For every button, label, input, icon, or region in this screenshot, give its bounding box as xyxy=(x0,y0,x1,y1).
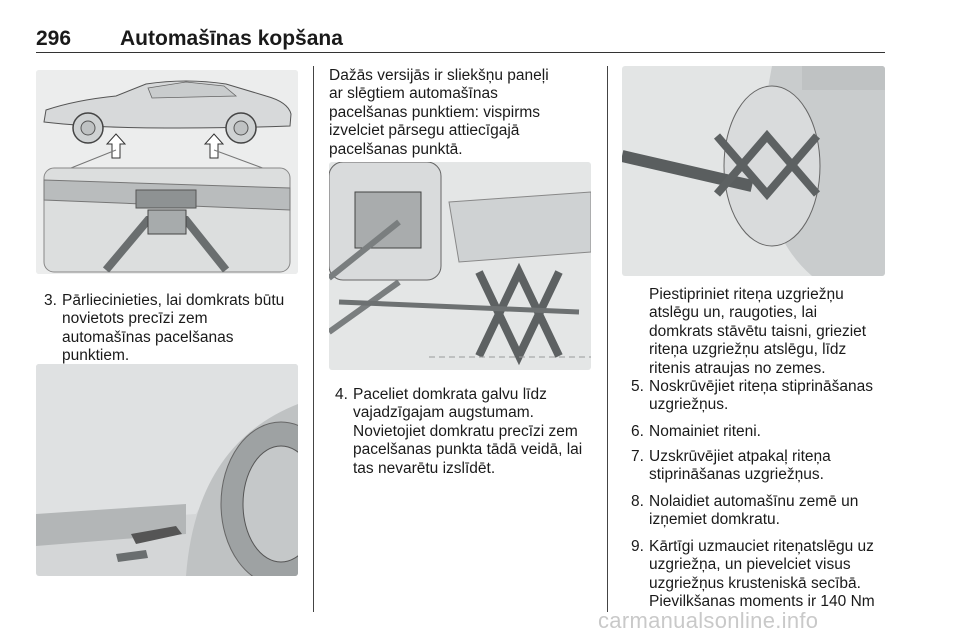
step-text xyxy=(649,538,875,612)
text-line: tas nevarētu izslīdēt. xyxy=(353,459,496,477)
text-line: Nolaidiet automašīnu zemē un xyxy=(649,493,859,510)
text-line: Uzskrūvējiet atpakaļ riteņa xyxy=(649,448,831,465)
step-text xyxy=(649,378,873,415)
step-9 xyxy=(631,538,891,614)
step-number: 6. xyxy=(631,423,644,440)
step-number: 4. xyxy=(335,386,348,403)
step-text xyxy=(353,386,582,478)
text-line: ar slēgtiem automašīnas xyxy=(329,85,498,103)
text-line: Piestipriniet riteņa uzgriežņu xyxy=(649,286,844,303)
sill-panel-note xyxy=(329,67,599,159)
step-6 xyxy=(631,423,891,443)
text-line: pacelšanas punktiem: vispirms xyxy=(329,103,541,121)
text-line: Nomainiet riteni. xyxy=(649,423,761,440)
column-divider-1 xyxy=(313,66,314,612)
text-line: Pievilkšanas moments ir 140 Nm xyxy=(649,593,875,611)
step-3 xyxy=(44,292,306,372)
step-7 xyxy=(631,448,891,488)
text-line: stiprināšanas uzgriežņus. xyxy=(649,466,824,484)
watermark: carmanualsonline.info xyxy=(598,608,819,633)
step-4 xyxy=(335,386,597,486)
header-rule xyxy=(36,52,885,53)
chapter-title: Automašīnas kopšana xyxy=(120,27,343,50)
text-line: uzgriežņus. xyxy=(649,396,729,414)
step-number: 7. xyxy=(631,448,644,465)
text-line: vajadzīgajam augstumam. xyxy=(353,404,534,422)
text-line: Kārtīgi uzmauciet riteņatslēgu uz xyxy=(649,538,874,555)
text-line: izvelciet pārsegu attiecīgajā xyxy=(329,122,520,140)
figure-jack-positioning xyxy=(329,162,591,370)
step-text xyxy=(649,493,858,530)
wrench-instruction xyxy=(649,286,889,378)
text-line: Pārliecinieties, lai domkrats būtu xyxy=(62,292,285,309)
step-text xyxy=(649,448,831,485)
text-line: domkrats stāvētu taisni, grieziet xyxy=(649,322,867,340)
text-line: automašīnas pacelšanas xyxy=(62,328,234,346)
text-line: pacelšanas punkta tādā veidā, lai xyxy=(353,441,583,459)
column-divider-2 xyxy=(607,66,608,612)
figure-car-lift-points xyxy=(36,70,298,274)
text-line: izņemiet domkratu. xyxy=(649,511,780,529)
figure-sill-panel-area xyxy=(36,364,298,576)
figure-jack-wrench xyxy=(622,66,885,276)
text-line: ritenis atraujas no zemes. xyxy=(649,359,826,377)
text-line: Novietojiet domkratu precīzi zem xyxy=(353,422,578,440)
text-line: Paceliet domkrata galvu līdz xyxy=(353,386,547,403)
step-number: 5. xyxy=(631,378,644,395)
step-text xyxy=(62,292,284,366)
page-header xyxy=(36,24,885,54)
text-line: Noskrūvējiet riteņa stiprināšanas xyxy=(649,378,873,395)
text-line: uzgriežņa, un pievelciet visus xyxy=(649,556,851,574)
text-line: riteņa uzgriežņu atslēgu, līdz xyxy=(649,341,847,359)
step-text xyxy=(649,423,761,441)
step-number: 8. xyxy=(631,493,644,510)
step-number: 3. xyxy=(44,292,57,309)
text-line: atslēgu un, raugoties, lai xyxy=(649,304,818,322)
step-5 xyxy=(631,378,891,418)
text-line: punktiem. xyxy=(62,347,130,365)
text-line: pacelšanas punktā. xyxy=(329,140,463,158)
text-line: uzgriežņus krusteniskā secībā. xyxy=(649,574,861,592)
step-8 xyxy=(631,493,891,533)
text-line: novietots precīzi zem xyxy=(62,310,208,328)
text-line: Dažās versijās ir sliekšņu paneļi xyxy=(329,67,549,84)
step-number: 9. xyxy=(631,538,644,555)
page-number: 296 xyxy=(36,27,72,50)
